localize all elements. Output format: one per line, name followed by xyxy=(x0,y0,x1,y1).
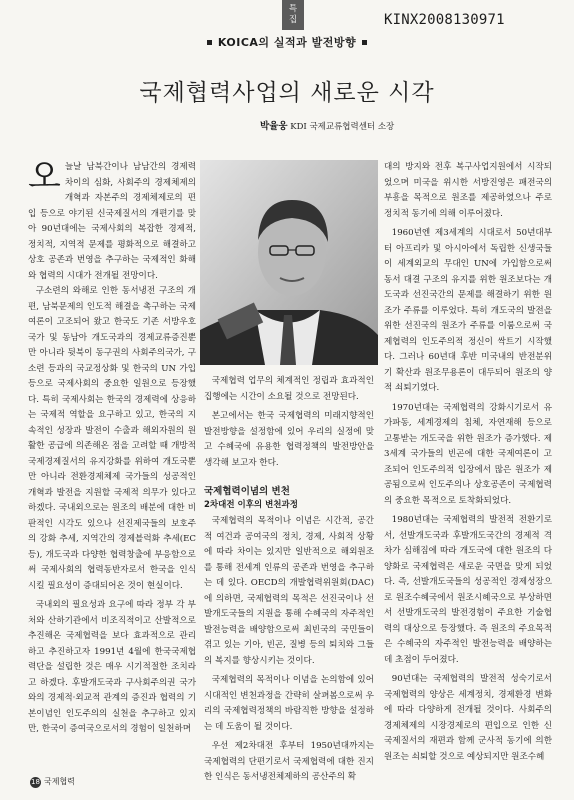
paragraph: 구소련의 와해로 인한 동서냉전 구조의 개편, 남북문제의 인도적 해결을 촉구하는 국제여론이 고조되어 왔고 한국도 기존 서방우호국가 및 동남아 개도국과의 경제교류증진뿐만 아니라 뒷북이 동구권의 사회주의국가, 구소련 등과의 국교정상화 및 한국의 UN 가입 등으로 국제사회의 중요한 일원으로 등장했다. 특히 국제사회는 한국의 경제력에 상응하는 국제적 역할을 요구하고 있고, 한국의 지속적인 성장과 발전이 수출과 해외자원의 원활한 공급에 의존해온 점을 고려할 때 개방적 국제경제질서의 유지강화를 위하여 개도국뿐만 아니라 전환경제체제 국가들의 성공적인 개혁과 발전을 지원할 국제적 의무가 있다고 하겠다. 국내외으로는 원조의 배분에 대한 비판적인 시각도 있으나 선진제국들의 보호주의 강화 추세, 지역간의 경제블럭화 추세(EC 등), 개도국과 다양한 협력창출에 부응함으로써 국제사회의 협력동반자로서 한국을 인식시킬 필요성이 증대되어온 것이 현실이다. xyxy=(28,286,196,591)
paragraph: 1960년엔 제3세계의 시대로서 50년대부터 아프리카 및 아시아에서 독립한 신생국들이 세계외교의 무대인 UN에 가입함으로써 동서 대결 구조의 유지를 위한 원조보다는 개도국과 선진국간의 문제를 해결하기 위한 원조가 주류를 이루었다. 특히 개도국의 발전을 위한 선진국의 원조가 주류를 이룸으로써 국제협력의 인도주의적 정신이 싹트기 시작했다. 그러나 60년대 후반 미국내의 반전분위기 확산과 원조무용론이 대두되어 원조의 양적 쇠퇴기였다. xyxy=(384,228,552,393)
drop-cap: 오 xyxy=(28,157,61,197)
paragraph: 국제협력의 목적이나 이념은 시간적, 공간적 여건과 공여국의 정치, 경제, 사회적 상황에 따라 차이는 있지만 일반적으로 해외원조를 통해 전세계 인류의 공존과 번영을 추구하는 데 있다. OECD의 개발협력위원회(DAC)에 의하면, 국제협력의 목적은 선진국이나 선발개도국들의 지원을 통해 수혜국의 자주적인 발전능력을 배양함으로써 최빈국의 국민들이 겪고 있는 기아, 빈곤, 질병 등의 퇴치와 그들의 복지를 향상시키는 것이다. xyxy=(204,516,374,666)
section-tag xyxy=(282,0,304,30)
series-title xyxy=(0,34,574,50)
bullet-icon xyxy=(362,40,367,45)
page-number: 18 xyxy=(31,778,40,786)
article-title: 국제협력사업의 새로운 시각 xyxy=(139,80,435,106)
column-1 xyxy=(28,157,196,770)
paragraph xyxy=(28,157,196,284)
column-3 xyxy=(384,160,552,770)
section-tag-text: 특집 xyxy=(288,4,298,25)
paragraph: 우선 제2차대전 후부터 1950년대까지는 국제협력의 단편기로서 국제협력에 대한 진지한 인식은 동서냉전체제하의 공산주의 확 xyxy=(204,741,374,782)
paragraph: 국제협력의 목적이나 이념을 논의함에 있어 시대적인 변천과정을 간략히 살펴봄으로써 우리의 국제협력정책의 바람직한 방향을 설정하는 데 도움이 될 것이다. xyxy=(204,675,374,732)
page-footer xyxy=(30,776,75,788)
paragraph: 대의 방지와 전후 복구사업지원에서 시작되었으며 미국을 위시한 서방진영은 패전국의 부흥을 목적으로 원조를 제공하였으나 주로 정치적 동기에 의해 이루어졌다. xyxy=(384,162,552,219)
author-name: 박율웅 xyxy=(260,121,288,132)
column-2 xyxy=(204,374,374,782)
bullet-icon xyxy=(207,40,212,45)
paragraph: 본고에서는 한국 국제협력의 미래지향적인 발전방향을 설정함에 있어 우리의 실정에 맞고 수혜국에 유용한 협력정책의 발전방안을 생각해 보고자 한다. xyxy=(204,411,374,468)
series-title-text: KOICA의 실적과 발전방향 xyxy=(217,36,357,49)
paragraph-text: 늘날 남북간이나 남남간의 경제력 차이의 심화, 사회주의 경제체제의 개혁과 자본주의 경제체제로의 편입 등으로 야기된 신국제질서의 개편기를 맞아 90년대에는 국제사회의 복잡한 경제적, 정치적, 지역적 문제를 평화적으로 해결하고 상호 공존과 번영을 추구하는 국제적인 화해와 협력의 시대가 전개될 전망이다. xyxy=(28,162,196,281)
byline xyxy=(260,118,394,132)
paragraph: 1970년대는 국제협력의 강화시기로서 유가파동, 세계경제의 침체, 자연재해 등으로 고통받는 개도국을 위한 원조가 증가했다. 제3세계 국가들의 빈곤에 대한 국제여론이 고조되어 인도주의적 입장에서 많은 원조가 제공됨으로써 인도주의나 상호공존이 국제협력의 중요한 목적으로 토착화되었다. xyxy=(384,402,552,506)
portrait-image xyxy=(200,160,378,365)
publication-name: 국제협력 xyxy=(44,777,75,786)
document-id: KINX2008130971 xyxy=(384,12,505,28)
paragraph: 국내외의 필요성과 요구에 따라 정부 각 부처와 산하기관에서 비조직적이고 산발적으로 추진해온 국제협력을 보다 효과적으로 관리하고 추진하고자 1991년 4월에 한국국제협력단을 설립한 것은 매우 시기적절한 조치라고 하겠다. 후발개도국과 구사회주의권 국가와의 경제적·외교적 관계의 증진과 협력의 기본이념인 인도주의의 실천을 추구하고 있지만, 한국이 증여국으로서의 경험이 일천하며 xyxy=(28,600,196,734)
author-photo xyxy=(200,160,378,365)
paragraph: 90년대는 국제협력의 발전적 성숙기로서 국제협력의 양상은 세계정치, 경제환경 변화에 따라 다양하게 전개될 것이다. 사회주의 경제체제의 시장경제로의 편입으로 인한 신국제질서의 재편과 함께 군사적 동기에 의한 원조는 쇠퇴할 것으로 예상되지만 원조수혜 xyxy=(384,674,552,762)
author-affiliation: KDI 국제교류협력센터 소장 xyxy=(290,122,395,132)
paragraph: 1980년대는 국제협력의 발전적 전환기로서, 선발개도국과 후발개도국간의 경제적 격차가 심해짐에 따라 개도국에 대한 원조의 다양화로 국제협력은 새로운 국면을 맞게 되었다. 즉, 선발개도국들의 성공적인 경제성장으로 원조수혜국에서 원조시혜국으로 부상하면서 선발개도국의 발전경험이 주요한 기술협력의 대상으로 등장했다. 즉 원조의 주요목적은 수혜국의 자주적인 발전능력을 배양하는데 초점이 두어졌다. xyxy=(384,515,552,665)
paragraph: 국제협력 업무의 체계적인 정립과 효과적인 집행에는 시간이 소요될 것으로 전망된다. xyxy=(204,376,374,402)
subsection-heading: 2차대전 이후의 변천과정 xyxy=(204,500,298,510)
section-heading: 국제협력이념의 변천 xyxy=(204,486,290,497)
